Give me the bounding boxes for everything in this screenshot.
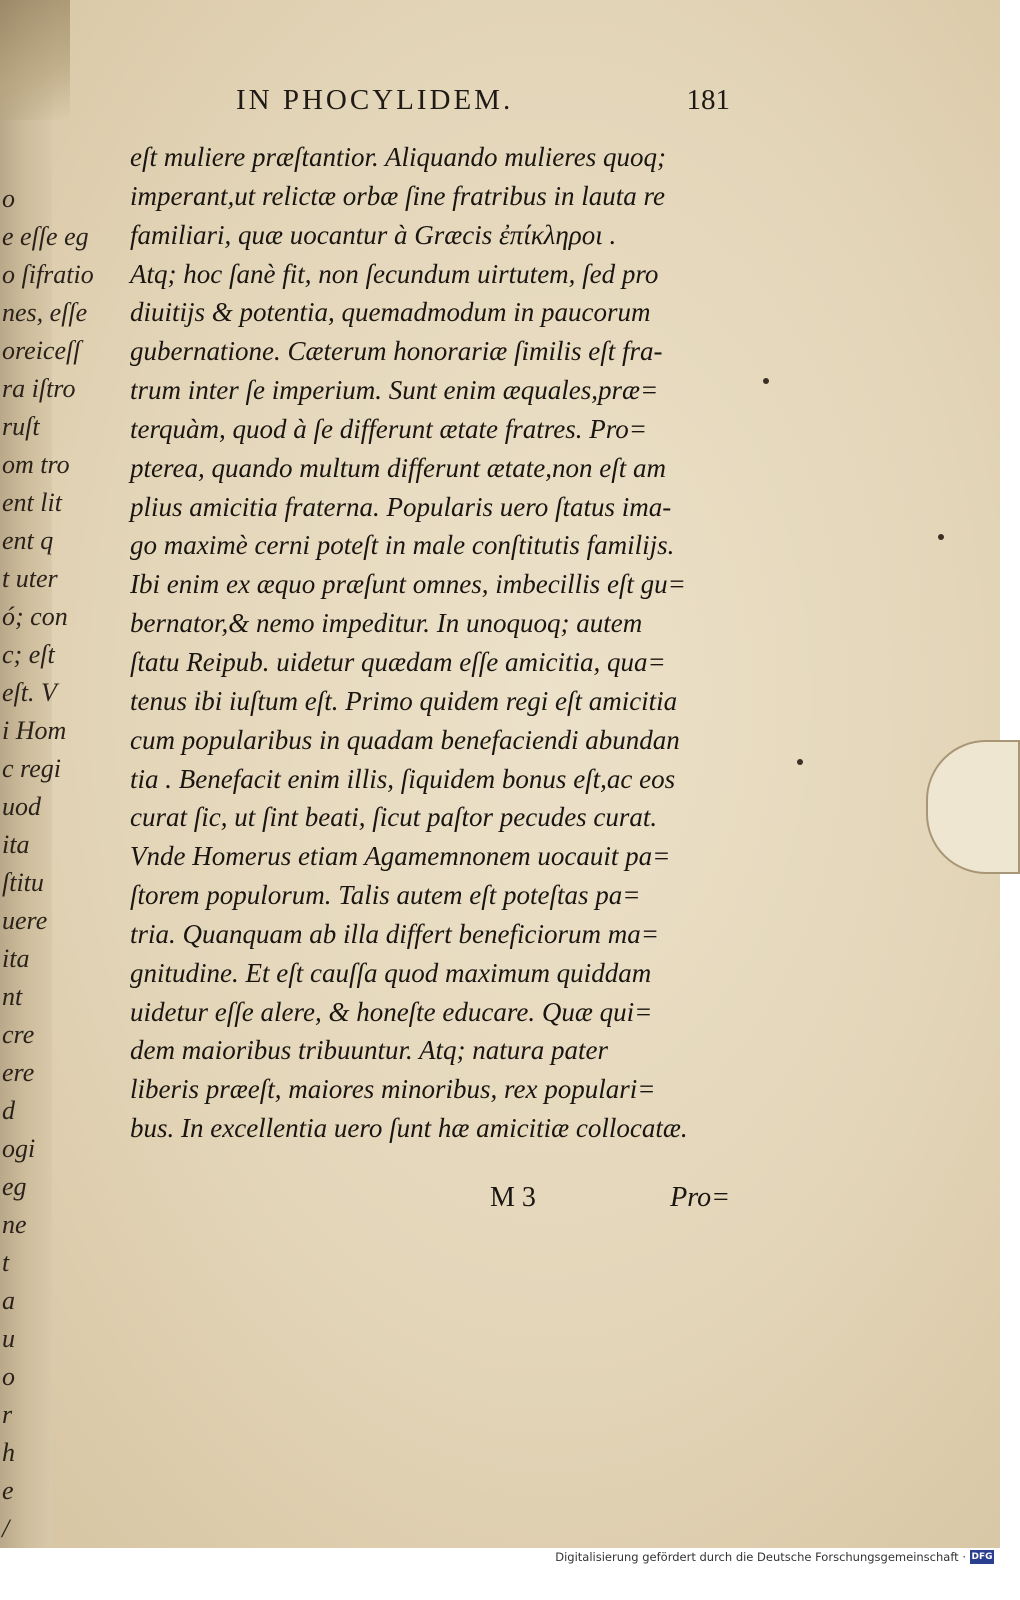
ink-speck: [797, 759, 803, 765]
text-line: bus. In excellentia uero ſunt hæ amicitiæ collocatæ.: [130, 1113, 688, 1144]
facing-page-fragment: u: [2, 1324, 15, 1353]
facing-page-fragment: ita: [2, 830, 30, 859]
text-line: uidetur eſſe alere, & honeſte educare. Quæ qui=: [130, 996, 653, 1027]
running-title: IN PHOCYLIDEM.: [236, 84, 514, 116]
facing-page-fragment: eſt. V: [2, 678, 57, 707]
text-line: go maximè cerni poteſt in male conſtitutis familijs.: [130, 530, 675, 561]
facing-page-fragment: d: [2, 1096, 15, 1125]
funding-credit: Digitalisierung gefördert durch die Deutsche Forschungsgemeinschaft ·: [555, 1550, 966, 1564]
text-line: tria. Quanquam ab illa differt beneficiorum ma=: [130, 918, 659, 949]
facing-page-fragment: ere: [2, 1058, 35, 1087]
text-line: Vnde Homerus etiam Agamemnonem uocauit pa=: [130, 841, 671, 872]
facing-page-fragment: ruſt: [2, 412, 40, 441]
text-line: gubernatione. Cæterum honorariæ ſimilis eſt fra-: [130, 336, 663, 367]
text-line: bernator,& nemo impeditur. In unoquoq; autem: [130, 608, 643, 639]
page-edge-shadow: [0, 0, 70, 120]
facing-page-fragment: c; eſt: [2, 640, 55, 669]
dfg-logo: DFG: [971, 1552, 993, 1562]
facing-page-fragment: ne: [2, 1210, 27, 1239]
body-text: [130, 138, 730, 1148]
facing-page-fragment: c regi: [2, 754, 61, 783]
text-line: Ibi enim ex æquo præſunt omnes, imbecillis eſt gu=: [130, 569, 686, 600]
facing-page-fragment: ſtitu: [2, 868, 44, 897]
facing-page-fragment: e: [2, 1476, 14, 1505]
catchword: Pro=: [670, 1182, 730, 1213]
facing-page-fragment: cre: [2, 1020, 35, 1049]
text-line: liberis præeſt, maiores minoribus, rex populari=: [130, 1074, 656, 1105]
facing-page-fragment: om tro: [2, 450, 70, 479]
facing-page-fragment: t: [2, 1248, 10, 1277]
facing-page-text-fragments: [2, 180, 94, 1600]
facing-page-fragment: uere: [2, 906, 48, 935]
facing-page-fragment: ent q: [2, 526, 54, 555]
text-line: dem maioribus tribuuntur. Atq; natura pater: [130, 1035, 609, 1066]
facing-page-fragment: ó; con: [2, 602, 68, 631]
text-line: terquàm, quod à ſe differunt ætate fratres. Pro=: [130, 413, 647, 444]
facing-page-fragment: i Hom: [2, 716, 67, 745]
facing-page-fragment: uod: [2, 792, 41, 821]
facing-page-fragment: ent lit: [2, 488, 62, 517]
text-line: Atq; hoc ſanè fit, non ſecundum uirtutem, ſed pro: [130, 258, 659, 289]
catchword-line: [490, 1182, 730, 1222]
text-line: pterea, quando multum differunt ætate,non eſt am: [130, 452, 666, 483]
facing-page-fragment: /: [2, 1514, 10, 1543]
facing-page-fragment: h: [2, 1438, 15, 1467]
text-line: cum popularibus in quadam benefaciendi abundan: [130, 724, 680, 755]
text-line: ſtatu Reipub. uidetur quædam eſſe amicitia, qua=: [130, 646, 666, 677]
facing-page-fragment: o: [2, 1362, 15, 1391]
page-number: 181: [686, 84, 730, 116]
text-line: trum inter ſe imperium. Sunt enim æquales,præ=: [130, 375, 659, 406]
text-line: tenus ibi iuſtum eſt. Primo quidem regi eſt amicitia: [130, 685, 678, 716]
text-line: plius amicitia fraterna. Popularis uero ſtatus ima-: [130, 491, 672, 522]
facing-page-fragment: r: [2, 1400, 13, 1429]
signature-mark: M 3: [490, 1182, 536, 1213]
facing-page-fragment: ogi: [2, 1134, 36, 1163]
facing-page-fragment: nt: [2, 982, 23, 1011]
text-line: gnitudine. Et eſt cauſſa quod maximum quiddam: [130, 957, 652, 988]
ink-speck: [763, 378, 769, 384]
facing-page-fragment: a: [2, 1286, 15, 1315]
ink-speck: [938, 534, 944, 540]
text-line: imperant,ut relictæ orbæ ſine fratribus in lauta re: [130, 180, 666, 211]
text-line: tia . Benefacit enim illis, ſiquidem bonus eſt,ac eos: [130, 763, 676, 794]
text-line: familiari, quæ uocantur à Græcis ἐπίκληροι .: [130, 219, 617, 250]
text-line: eſt muliere præſtantior. Aliquando mulieres quoq;: [130, 142, 666, 172]
facing-page-fragment: o: [2, 184, 15, 213]
facing-page-fragment: e eſſe eg: [2, 222, 89, 251]
facing-page-fragment: o ſifratio: [2, 260, 94, 289]
text-line: curat ſic, ut ſint beati, ſicut paſtor pecudes curat.: [130, 802, 658, 833]
page-tab-marker: [926, 740, 1020, 874]
facing-page-fragment: ra iſtro: [2, 374, 76, 403]
facing-page-fragment: oreiceſſ: [2, 336, 81, 365]
facing-page-fragment: eg: [2, 1172, 27, 1201]
text-line: ſtorem populorum. Talis autem eſt poteſtas pa=: [130, 880, 641, 911]
page-header: [236, 84, 730, 124]
facing-page-fragment: ita: [2, 944, 30, 973]
facing-page-fragment: t uter: [2, 564, 58, 593]
facing-page-fragment: nes, eſſe: [2, 298, 88, 327]
text-line: diuitijs & potentia, quemadmodum in paucorum: [130, 297, 651, 328]
